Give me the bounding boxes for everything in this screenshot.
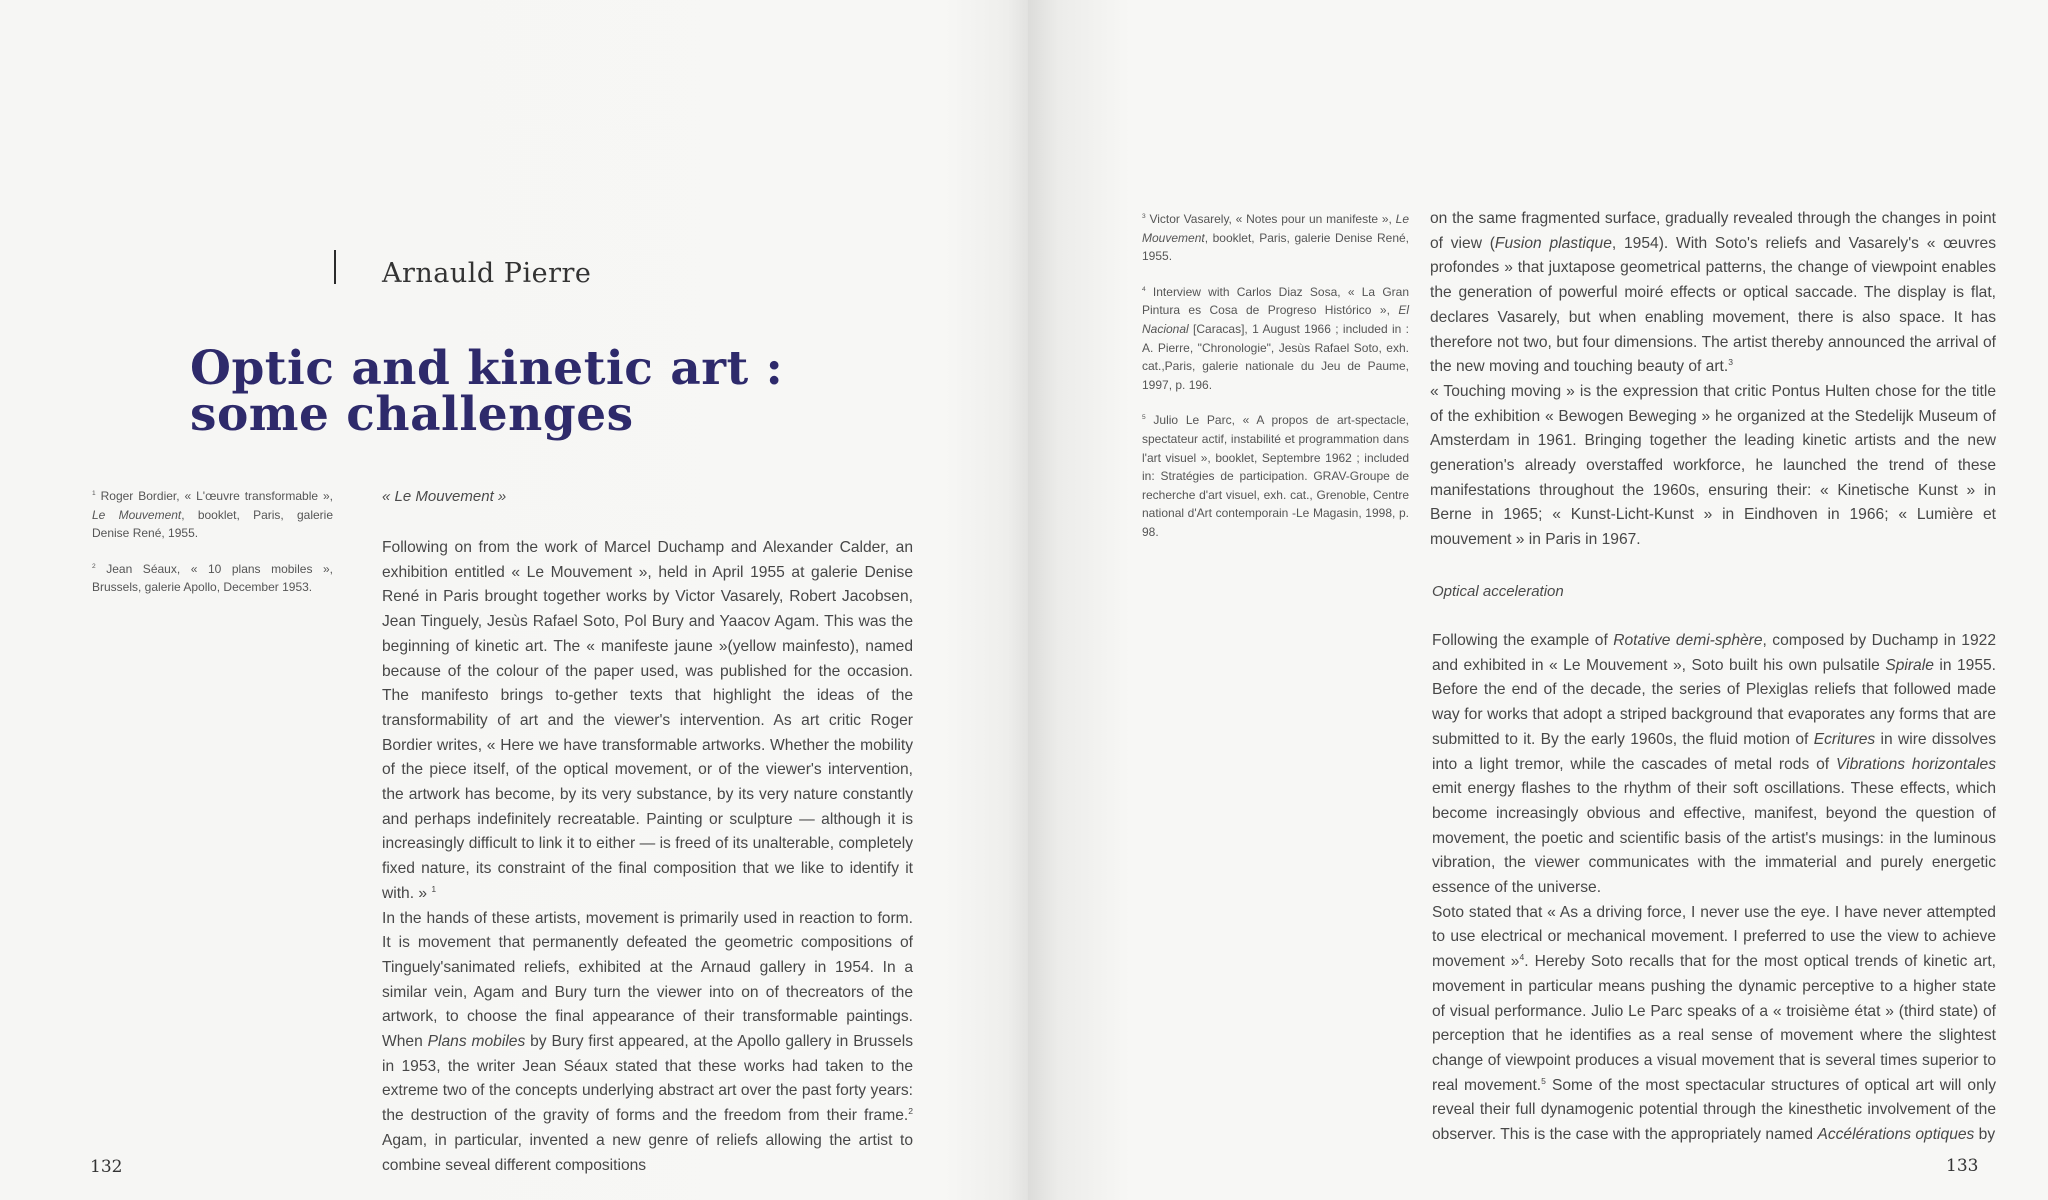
title-line-1: Optic and kinetic art :: [190, 341, 784, 396]
page-number-right: 133: [1946, 1156, 1979, 1176]
title-line-2: some challenges: [190, 387, 634, 442]
article-title: [190, 341, 830, 442]
paragraph: Following on from the work of Marcel Duchamp and Alexander Calder, an exhibition entitled « Le Mouvement », held in April 1955 at galerie Denise René in Paris brought together works by Victor Vasarely, Robert Jacobsen, Jean Tinguely, Jesùs Rafael Soto, Pol Bury and Yaacov Agam. This was the beginning of kinetic art. The « manifeste jaune »(yellow mainfesto), named because of the colour of the paper used, was published for the occasion. The manifesto brings to-gether texts that highlight the ideas of the transformability of art and the viewer's intervention. As art critic Roger Bordier writes, « Here we have transformable artworks. Whether the mobility of the piece itself, of the optical movement, or of the viewer's intervention, the artwork has become, by its very substance, by its very nature constantly and perhaps indefinitely recreatable. Painting or sculpture — although it is increasingly difficult to link it to either — is freed of its unalterable, completely fixed nature, its constraint of the final composition that we like to identify it with. » $^1$: [382, 539, 913, 902]
section-title-optical-acceleration: Optical acceleration: [1432, 583, 1564, 600]
left-footnotes: [92, 487, 333, 614]
paragraph: In the hands of these artists, movement is primarily used in reaction to form. It is movement that permanently defeated the geometric compositions of Tinguely'sanimated reliefs, exhibited at the Arnaud gallery in 1954. In a similar vein, Agam and Bury turn the viewer into on of thecreators of the artwork, to choose the final appearance of their transformable paintings. When Plans mobiles by Bury first appeared, at the Apollo gallery in Brussels in 1953, the writer Jean Séaux stated that these works had taken to the extreme two of the concepts underlying abstract art over the past forty years: the destruction of the gravity of forms and the freedom from their frame.$^2$ Agam, in particular, invented a new genre of reliefs allowing the artist to combine seveal different compositions: [382, 909, 913, 1174]
right-footnotes: [1142, 210, 1409, 559]
author-rule: [334, 250, 336, 284]
footnote-5: $^5$ Julio Le Parc, « A propos de art-spectacle, spectateur actif, instabilité et programmation dans l'art visuel », booklet, Septembre 1962 ; included in: Stratégies de participation. GRAV-Groupe de recherche d'art visuel, exh. cat., Grenoble, Centre national d'Art contemporain -Le Magasin, 1998, p. 98.: [1142, 413, 1409, 539]
author-name: Arnauld Pierre: [382, 258, 592, 289]
page-number-left: 132: [90, 1157, 123, 1177]
paragraph: on the same fragmented surface, gradually revealed through the changes in point of view (Fusion plastique, 1954). With Soto's reliefs and Vasarely's « œuvres profondes » that juxtapose geometrical patterns, the change of viewpoint enables the generation of powerful moiré effects or optical saccade. The display is flat, declares Vasarely, but when enabling movement, there is also space. It has therefore not two, but four dimensions. The artist thereby announced the arrival of the new moving and touching beauty of art.$^3$: [1430, 210, 1997, 376]
footnote-2: $^2$ Jean Séaux, « 10 plans mobiles », Brussels, galerie Apollo, December 1953.: [92, 561, 333, 595]
paragraph: Soto stated that « As a driving force, I never use the eye. I have never attempted to use electrical or mechanical movement. I preferred to use the view to achieve movement »$^4$. Hereby Soto recalls that for the most optical trends of kinetic art, movement in particular means pushing the dynamic perceptive to a higher state of visual performance. Julio Le Parc speaks of a « troisième état » (third state) of perception that he identifies as a real sense of movement where the slightest change of viewpoint produces a visual movement that is several times superior to real movement.$^5$ Some of the most spectacular structures of optical art will only reveal their full dynamogenic potential through the kinesthetic involvement of the observer. This is the case with the appropriately named Accélérations optiques by: [1432, 903, 1997, 1144]
section-title-le-mouvement: « Le Mouvement »: [382, 488, 507, 505]
footnote-1: $^1$ Roger Bordier, « L'œuvre transformable », Le Mouvement, booklet, Paris, galerie Denise René, 1955.: [92, 489, 333, 541]
footnote-3: $^3$ Victor Vasarely, « Notes pour un manifeste », Le Mouvement, booklet, Paris, galerie Denise René, 1955.: [1142, 212, 1409, 264]
left-body-text: [382, 536, 913, 1178]
paragraph: « Touching moving » is the expression that critic Pontus Hulten chose for the title of the exhibition « Bewogen Beweging » he organized at the Stedelijk Museum of Amsterdam in 1961. Bringing together the leading kinetic artists and the new generation's already overstaffed workforce, he launched the trend of these manifestations throughout the 1960s, ensuring their: « Kinetische Kunst » in Berne in 1965; « Kunst-Licht-Kunst » in Eindhoven in 1966; « Lumière et mouvement » in Paris in 1967.: [1430, 382, 1996, 549]
right-page: [1028, 0, 2048, 1200]
right-body-text-top: [1430, 207, 1996, 553]
right-body-text-bottom: [1432, 629, 1996, 1148]
paragraph: Following the example of Rotative demi-sphère, composed by Duchamp in 1922 and exhibited in « Le Mouvement », Soto built his own pulsatile Spirale in 1955. Before the end of the decade, the series of Plexiglas reliefs that followed made way for works that adopt a striped background that evaporates any forms that are submitted to it. By the early 1960s, the fluid motion of Ecritures in wire dissolves into a light tremor, while the cascades of metal rods of Vibrations horizontales emit energy flashes to the rhythm of their soft oscillations. These effects, which become increasingly obvious and effective, manifest, beyond the question of movement, the poetic and scientific basis of the artist's musings: in the luminous vibration, the viewer communicates with the immaterial and purely energetic essence of the universe.: [1432, 632, 1997, 897]
footnote-4: $^4$ Interview with Carlos Diaz Sosa, « La Gran Pintura es Cosa de Progreso Histórico », El Nacional [Caracas], 1 August 1966 ; included in : A. Pierre, "Chronologie", Jesùs Rafael Soto, exh. cat.,Paris, galerie nationale du Jeu de Paume, 1997, p. 196.: [1142, 284, 1409, 392]
